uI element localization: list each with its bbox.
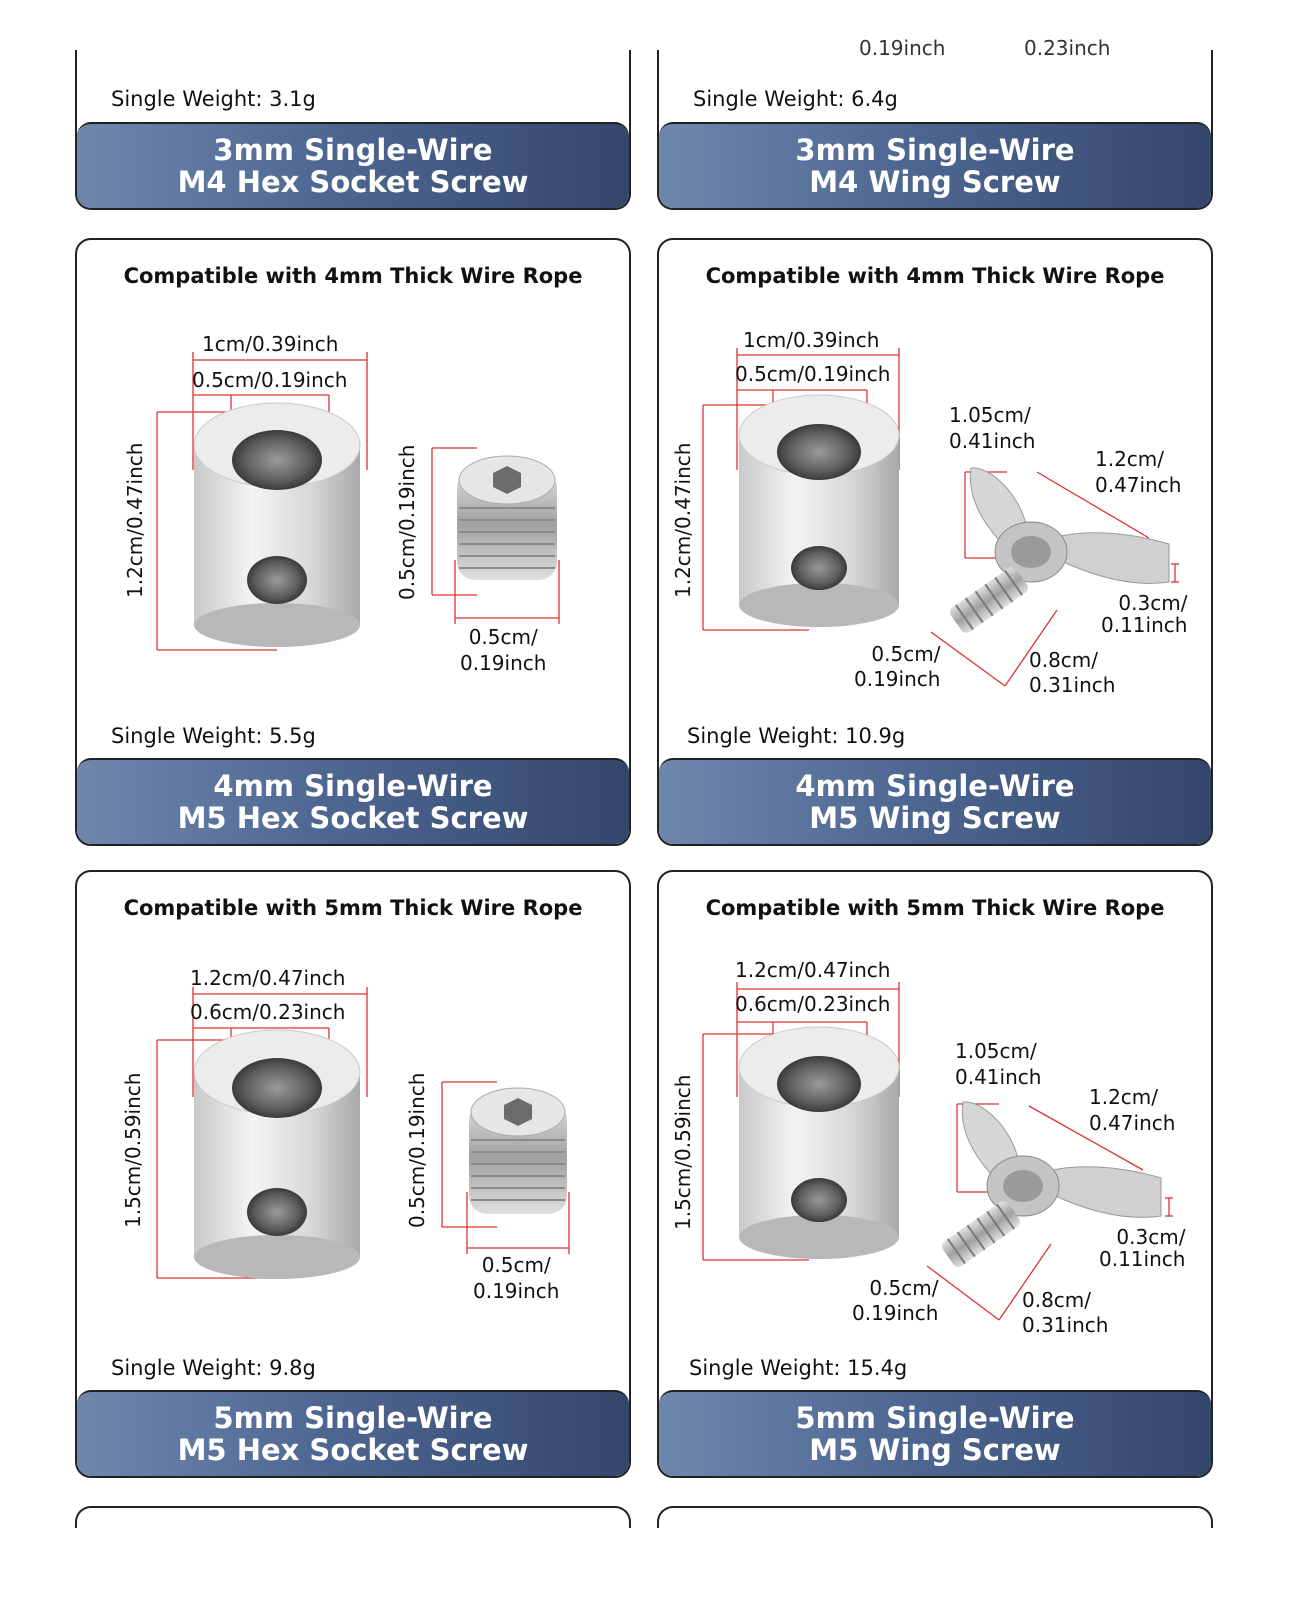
product-title-line2: M4 Hex Socket Screw xyxy=(177,165,529,199)
product-card-4mm-wing xyxy=(657,238,1213,846)
thread-diameter-inch: 0.19inch xyxy=(854,667,941,691)
wing-height-label xyxy=(955,1038,1041,1090)
product-title-line2: M5 Hex Socket Screw xyxy=(177,1433,529,1467)
compatibility-note: Compatible with 5mm Thick Wire Rope xyxy=(123,896,583,920)
wing-thickness-cm: 0.3cm/ xyxy=(1116,1225,1186,1249)
product-card-3mm-hex xyxy=(75,50,631,210)
product-card-4mm-hex xyxy=(75,238,631,846)
cut-dimension-label: 0.23inch xyxy=(1024,36,1111,60)
thread-diameter-cm: 0.5cm/ xyxy=(869,1276,939,1300)
product-title-line1: 4mm Single-Wire xyxy=(795,769,1075,803)
wing-width-inch: 0.47inch xyxy=(1095,473,1182,497)
thread-length-label xyxy=(1029,648,1115,698)
hex-socket-screw-image xyxy=(469,1088,567,1214)
product-card-3mm-wing xyxy=(657,36,1213,210)
wing-thickness-label xyxy=(1101,592,1187,636)
wing-thickness-inch: 0.11inch xyxy=(1099,1247,1186,1271)
single-weight: Single Weight: 9.8g xyxy=(111,1356,316,1380)
wing-width-cm: 1.2cm/ xyxy=(1089,1085,1159,1109)
height-label: 1.5cm/0.59inch xyxy=(671,1074,695,1230)
hex-socket-diagram xyxy=(77,240,633,740)
thread-length-cm: 0.8cm/ xyxy=(1029,648,1099,672)
product-title-line2: M5 Wing Screw xyxy=(809,801,1061,835)
screw-width-label xyxy=(473,1252,559,1304)
compatibility-note: Compatible with 4mm Thick Wire Rope xyxy=(705,264,1165,288)
compatibility-note: Compatible with 4mm Thick Wire Rope xyxy=(123,264,583,288)
inner-width-label: 0.5cm/0.19inch xyxy=(735,362,891,386)
outer-width-label: 1.2cm/0.47inch xyxy=(190,966,346,990)
product-title-banner xyxy=(659,122,1211,208)
inner-width-label: 0.6cm/0.23inch xyxy=(735,992,891,1016)
wing-height-label xyxy=(949,402,1035,454)
compatibility-note: Compatible with 5mm Thick Wire Rope xyxy=(705,896,1165,920)
product-title-line2: M5 Hex Socket Screw xyxy=(177,801,529,835)
wire-stopper-cylinder-image xyxy=(739,1027,899,1259)
single-weight: Single Weight: 6.4g xyxy=(693,87,898,111)
thread-diameter-inch: 0.19inch xyxy=(852,1301,939,1325)
product-title-line1: 5mm Single-Wire xyxy=(795,1401,1075,1435)
wing-height-inch: 0.41inch xyxy=(955,1065,1042,1089)
wing-thickness-inch: 0.11inch xyxy=(1101,613,1188,637)
wing-height-cm: 1.05cm/ xyxy=(955,1039,1037,1063)
screw-width-inch: 0.19inch xyxy=(460,651,547,675)
wire-stopper-cylinder-image xyxy=(194,1030,360,1279)
thread-length-inch: 0.31inch xyxy=(1029,673,1116,697)
product-title-banner xyxy=(659,1390,1211,1476)
product-card-5mm-hex xyxy=(75,870,631,1478)
product-title-banner xyxy=(77,1390,629,1476)
screw-width-label xyxy=(460,624,546,676)
thread-length-inch: 0.31inch xyxy=(1022,1313,1109,1337)
single-weight: Single Weight: 10.9g xyxy=(687,724,906,748)
thread-length-label xyxy=(1022,1288,1108,1338)
height-label: 1.2cm/0.47inch xyxy=(671,442,695,598)
wing-height-inch: 0.41inch xyxy=(949,429,1036,453)
hex-socket-screw-image xyxy=(457,456,557,580)
wing-width-label xyxy=(1089,1084,1175,1136)
inner-width-label: 0.5cm/0.19inch xyxy=(192,368,348,392)
product-title-banner xyxy=(659,758,1211,844)
wire-stopper-cylinder-image xyxy=(739,395,899,627)
product-title-line1: 5mm Single-Wire xyxy=(213,1401,493,1435)
single-weight: Single Weight: 5.5g xyxy=(111,724,316,748)
product-card-next-right xyxy=(657,1506,1213,1528)
wing-width-cm: 1.2cm/ xyxy=(1095,447,1165,471)
outer-width-label: 1.2cm/0.47inch xyxy=(735,958,891,982)
thread-length-cm: 0.8cm/ xyxy=(1022,1288,1092,1312)
screw-length-label: 0.5cm/0.19inch xyxy=(395,444,419,600)
product-title-line2: M4 Wing Screw xyxy=(809,165,1061,199)
cut-dimension-label: 0.19inch xyxy=(859,36,946,60)
height-label: 1.2cm/0.47inch xyxy=(123,442,147,598)
outer-width-label: 1cm/0.39inch xyxy=(743,328,880,352)
thread-diameter-label xyxy=(852,1276,938,1326)
product-card-next-left xyxy=(75,1506,631,1528)
product-card-5mm-wing xyxy=(657,870,1213,1478)
thread-diameter-cm: 0.5cm/ xyxy=(871,642,941,666)
screw-width-cm: 0.5cm/ xyxy=(481,1253,551,1277)
product-title-line2: M5 Wing Screw xyxy=(809,1433,1061,1467)
product-title-line1: 3mm Single-Wire xyxy=(795,133,1075,167)
single-weight: Single Weight: 3.1g xyxy=(111,87,316,111)
wing-thickness-cm: 0.3cm/ xyxy=(1118,591,1188,615)
thread-diameter-label xyxy=(854,642,940,692)
height-label: 1.5cm/0.59inch xyxy=(121,1072,145,1228)
screw-length-label: 0.5cm/0.19inch xyxy=(405,1072,429,1228)
screw-width-cm: 0.5cm/ xyxy=(468,625,538,649)
product-title-banner xyxy=(77,758,629,844)
product-title-banner xyxy=(77,122,629,208)
wing-width-label xyxy=(1095,446,1181,498)
screw-width-inch: 0.19inch xyxy=(473,1279,560,1303)
wire-stopper-cylinder-image xyxy=(194,403,360,647)
product-title-line1: 3mm Single-Wire xyxy=(213,133,493,167)
wing-height-cm: 1.05cm/ xyxy=(949,403,1031,427)
wing-width-inch: 0.47inch xyxy=(1089,1111,1176,1135)
single-weight: Single Weight: 15.4g xyxy=(689,1356,908,1380)
product-title-line1: 4mm Single-Wire xyxy=(213,769,493,803)
outer-width-label: 1cm/0.39inch xyxy=(202,332,339,356)
inner-width-label: 0.6cm/0.23inch xyxy=(190,1000,346,1024)
wing-thickness-label xyxy=(1099,1226,1185,1270)
